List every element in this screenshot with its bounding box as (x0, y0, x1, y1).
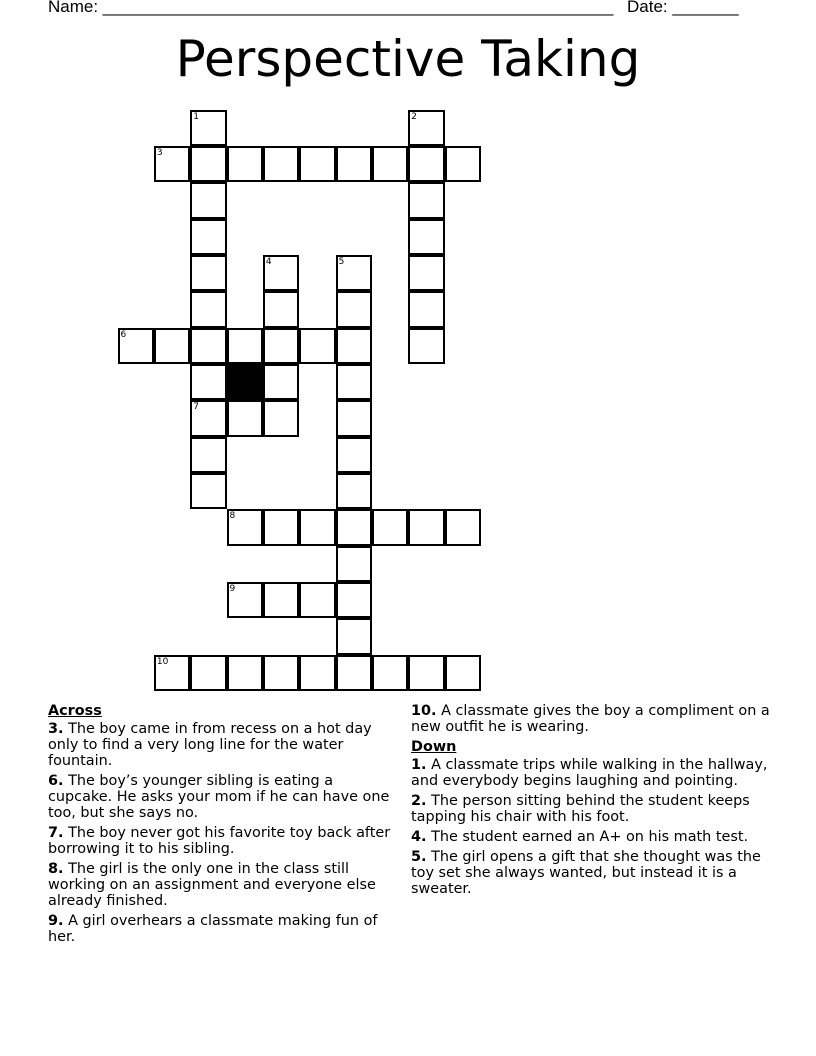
grid-cell[interactable] (227, 509, 263, 545)
clue-number-label: 9 (229, 584, 236, 595)
grid-cell[interactable] (227, 582, 263, 618)
date-field[interactable]: Date: _______ (627, 0, 739, 16)
clue-number-label: 10 (156, 656, 169, 667)
grid-cell[interactable] (190, 255, 226, 291)
clue-number: 5. (411, 849, 427, 865)
grid-cell[interactable] (190, 110, 226, 146)
grid-cell[interactable] (263, 146, 299, 182)
down-heading: Down (411, 739, 457, 755)
grid-cell[interactable] (336, 546, 372, 582)
grid-cell[interactable] (190, 146, 226, 182)
clue-text: A girl overhears a classmate making fun of her. (48, 913, 378, 945)
clue-number-label: 3 (156, 147, 163, 158)
grid-cell[interactable] (336, 582, 372, 618)
grid-cell[interactable] (263, 291, 299, 327)
grid-cell[interactable] (227, 146, 263, 182)
grid-cell[interactable] (336, 437, 372, 473)
grid-cell[interactable] (336, 291, 372, 327)
clue-across-8 (48, 861, 400, 909)
clue-text: The boy never got his favorite toy back after borrowing it to his sibling. (48, 825, 391, 857)
grid-cell[interactable] (190, 437, 226, 473)
grid-cell[interactable] (336, 509, 372, 545)
grid-cell[interactable] (118, 328, 154, 364)
grid-cell[interactable] (408, 110, 444, 146)
grid-cell[interactable] (372, 655, 408, 691)
clue-text: The person sitting behind the student keeps tapping his chair with his foot. (411, 793, 750, 825)
grid-cell[interactable] (227, 655, 263, 691)
clue-down-5 (411, 849, 771, 897)
grid-cell[interactable] (190, 364, 226, 400)
clue-number: 6. (48, 773, 64, 789)
clue-down-4 (411, 829, 771, 845)
clue-text: The boy came in from recess on a hot day only to find a very long line for the water fountain. (48, 721, 372, 769)
grid-cell[interactable] (227, 328, 263, 364)
clue-text: A classmate gives the boy a compliment on a new outfit he is wearing. (411, 703, 770, 735)
clue-number: 1. (411, 757, 427, 773)
clue-number-label: 7 (193, 402, 199, 413)
grid-cell[interactable] (263, 582, 299, 618)
grid-cell[interactable] (190, 328, 226, 364)
grid-cell[interactable] (263, 255, 299, 291)
name-field[interactable]: Name: ______________________________________________________ (48, 0, 614, 16)
clue-number-label: 5 (338, 256, 345, 267)
grid-cell[interactable] (336, 618, 372, 654)
grid-cell[interactable] (336, 364, 372, 400)
clue-number-label: 8 (229, 511, 236, 522)
clue-across-7 (48, 825, 400, 857)
clue-number: 9. (48, 913, 64, 929)
clue-number: 10. (411, 703, 437, 719)
black-cell (227, 364, 263, 400)
grid-cell[interactable] (408, 255, 444, 291)
clue-text: The student earned an A+ on his math test. (431, 829, 749, 845)
grid-cell[interactable] (408, 655, 444, 691)
grid-cell[interactable] (408, 182, 444, 218)
clue-across-6 (48, 773, 400, 821)
grid-cell[interactable] (263, 509, 299, 545)
grid-cell[interactable] (263, 655, 299, 691)
clues-right-column (411, 703, 771, 901)
grid-cell[interactable] (190, 655, 226, 691)
clue-number: 3. (48, 721, 64, 737)
across-heading: Across (48, 703, 102, 719)
clue-across-10 (411, 703, 771, 735)
grid-cell[interactable] (336, 655, 372, 691)
clue-number: 8. (48, 861, 64, 877)
grid-cell[interactable] (190, 473, 226, 509)
grid-cell[interactable] (408, 146, 444, 182)
clue-down-1 (411, 757, 771, 789)
clue-number-label: 6 (120, 329, 127, 340)
page-title: Perspective Taking (175, 30, 641, 88)
clues-left-column (48, 703, 400, 949)
grid-cell[interactable] (408, 328, 444, 364)
grid-cell[interactable] (445, 509, 481, 545)
grid-cell[interactable] (263, 328, 299, 364)
clue-across-3 (48, 721, 400, 769)
grid-cell[interactable] (299, 582, 335, 618)
grid-cell[interactable] (445, 655, 481, 691)
grid-cell[interactable] (227, 400, 263, 436)
clue-number-label: 4 (265, 256, 272, 267)
clue-number: 2. (411, 793, 427, 809)
grid-cell[interactable] (154, 328, 190, 364)
grid-cell[interactable] (445, 146, 481, 182)
clue-number: 4. (411, 829, 427, 845)
grid-cell[interactable] (336, 146, 372, 182)
grid-cell[interactable] (263, 400, 299, 436)
clue-text: The girl is the only one in the class still working on an assignment and everyone else already finished. (48, 861, 376, 909)
grid-cell[interactable] (408, 291, 444, 327)
grid-cell[interactable] (299, 146, 335, 182)
grid-cell[interactable] (336, 400, 372, 436)
clue-text: A classmate trips while walking in the hallway, and everybody begins laughing and pointing. (411, 757, 768, 789)
grid-cell[interactable] (336, 255, 372, 291)
grid-cell[interactable] (372, 146, 408, 182)
grid-cell[interactable] (190, 291, 226, 327)
clue-number-label: 1 (193, 111, 199, 122)
clue-across-9 (48, 913, 400, 945)
grid-cell[interactable] (299, 328, 335, 364)
grid-cell[interactable] (372, 509, 408, 545)
grid-cell[interactable] (336, 328, 372, 364)
grid-cell[interactable] (336, 473, 372, 509)
grid-cell[interactable] (154, 146, 190, 182)
grid-cell[interactable] (299, 509, 335, 545)
grid-cell[interactable] (263, 364, 299, 400)
grid-cell[interactable] (154, 655, 190, 691)
grid-cell[interactable] (190, 219, 226, 255)
grid-cell[interactable] (408, 509, 444, 545)
clue-number: 7. (48, 825, 64, 841)
grid-cell[interactable] (190, 182, 226, 218)
clue-number-label: 2 (411, 111, 418, 122)
grid-cell[interactable] (408, 219, 444, 255)
grid-cell[interactable] (190, 400, 226, 436)
grid-cell[interactable] (299, 655, 335, 691)
clue-text: The boy’s younger sibling is eating a cupcake. He asks your mom if he can have one too, but she says no. (48, 773, 390, 821)
clue-down-2 (411, 793, 771, 825)
clue-text: The girl opens a gift that she thought was the toy set she always wanted, but instead it is a sweater. (411, 849, 761, 897)
